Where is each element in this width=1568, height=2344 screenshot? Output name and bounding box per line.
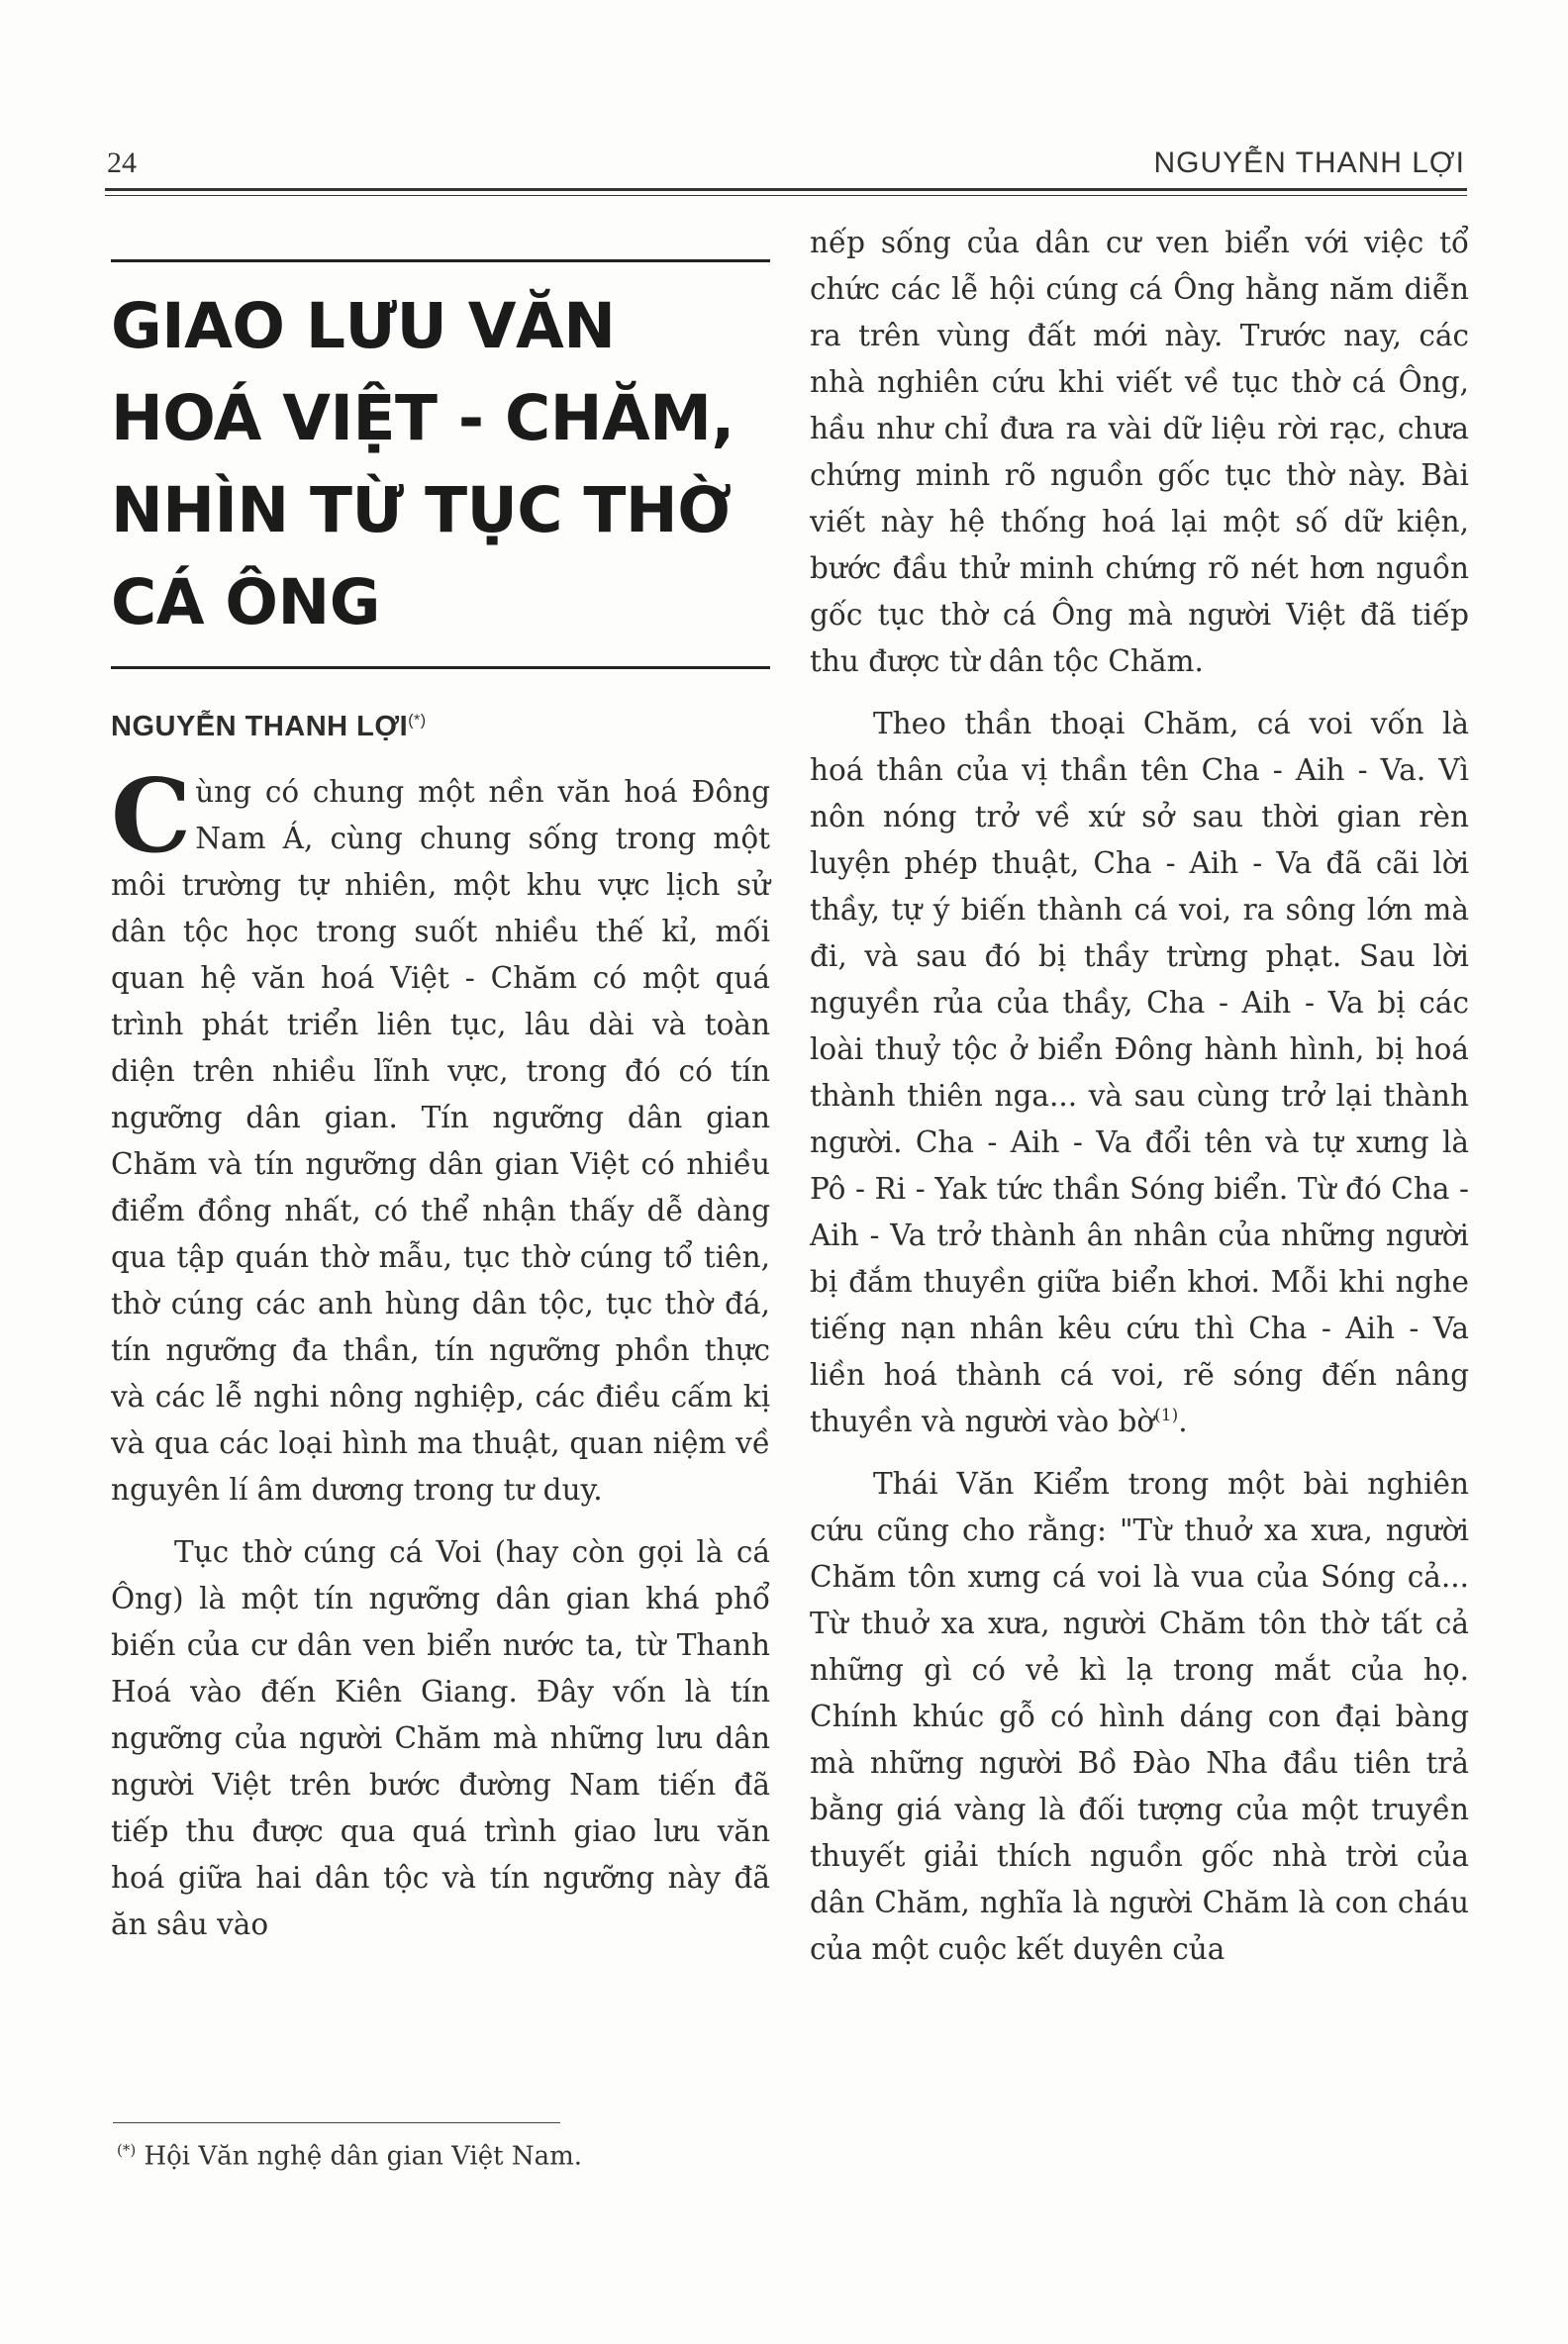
footnote	[117, 2141, 582, 2172]
page-number: 24	[107, 146, 137, 179]
running-header-author: NGUYỄN THANH LỢI	[1153, 146, 1465, 179]
left-body	[111, 757, 770, 1948]
title-line: CÁ ÔNG	[111, 566, 380, 638]
left-column	[111, 259, 770, 1948]
right-column	[810, 220, 1469, 1973]
title-bottom-rule	[111, 666, 770, 669]
byline-footnote-mark: (*)	[408, 712, 427, 730]
byline-author: NGUYỄN THANH LỢI	[111, 711, 409, 742]
paragraph	[810, 701, 1469, 1445]
title-line: GIAO LƯU VĂN	[111, 290, 616, 362]
paragraph: nếp sống của dân cư ven biển với việc tổ chức các lễ hội cúng cá Ông hằng năm diễn ra trên vùng đất mới này. Trước nay, các nhà nghiên cứu khi viết về tục thờ cá Ông, hầu như chỉ đưa ra vài dữ liệu rời rạc, chưa chứng minh rõ nguồn gốc tục thờ này. Bài viết này hệ thống hoá lại một số dữ kiện, bước đầu thử minh chứng rõ nét hơn nguồn gốc tục thờ cá Ông mà người Việt đã tiếp thu được từ dân tộc Chăm.	[810, 226, 1469, 678]
reference-mark: (1)	[1154, 1406, 1179, 1426]
paragraph-text: ùng có chung một nền văn hoá Đông Nam Á, cùng chung sống trong một môi trường tự nhiên, một khu vực lịch sử dân tộc học trong suốt nhiều thế kỉ, mối quan hệ văn hoá Việt - Chăm có một quá trình phát triển liên tục, lâu dài và toàn diện trên nhiều lĩnh vực, trong đó có tín ngưỡng dân gian. Tín ngưỡng dân gian Chăm và tín ngưỡng dân gian Việt có nhiều điểm đồng nhất, có thể nhận thấy dễ dàng qua tập quán thờ mẫu, tục thờ cúng tổ tiên, thờ cúng các anh hùng dân tộc, tục thờ đá, tín ngưỡng đa thần, tín ngưỡng phồn thực và các lễ nghi nông nghiệp, các điều cấm kị và qua các loại hình ma thuật, quan niệm về nguyên lí âm dương trong tư duy.	[111, 775, 770, 1507]
right-body	[810, 220, 1469, 1973]
article-title	[111, 280, 770, 648]
footnote-text: Hội Văn nghệ dân gian Việt Nam.	[144, 2141, 582, 2172]
drop-cap: C	[111, 757, 192, 876]
title-line: HOÁ VIỆT - CHĂM,	[111, 382, 735, 454]
header-rule	[105, 188, 1467, 191]
paragraph	[111, 757, 770, 1514]
paragraph: Thái Văn Kiểm trong một bài nghiên cứu cũng cho rằng: "Từ thuở xa xưa, người Chăm tôn xưng cá voi là vua của Sóng cả... Từ thuở xa xưa, người Chăm tôn thờ tất cả những gì có vẻ kì lạ trong mắt của họ. Chính khúc gỗ có hình dáng con đại bàng mà những người Bồ Đào Nha đầu tiên trả bằng giá vàng là đối tượng của một truyền thuyết giải thích nguồn gốc nhà trời của dân Chăm, nghĩa là người Chăm là con cháu của một cuộc kết duyên của	[810, 1467, 1469, 1966]
footnote-rule	[113, 2122, 560, 2123]
footnote-mark: (*)	[117, 2141, 137, 2159]
paragraph: Tục thờ cúng cá Voi (hay còn gọi là cá Ông) là một tín ngưỡng dân gian khá phổ biến của cư dân ven biển nước ta, từ Thanh Hoá vào đến Kiên Giang. Đây vốn là tín ngưỡng của người Chăm mà những lưu dân người Việt trên bước đường Nam tiến đã tiếp thu được qua quá trình giao lưu văn hoá giữa hai dân tộc và tín ngưỡng này đã ăn sâu vào	[111, 1535, 770, 1941]
byline	[111, 711, 770, 743]
paragraph-text: Theo thần thoại Chăm, cá voi vốn là hoá thân của vị thần tên Cha - Aih - Va. Vì nôn nóng trở về xứ sở sau thời gian rèn luyện phép thuật, Cha - Aih - Va đã cãi lời thầy, tự ý biến thành cá voi, ra sông lớn mà đi, và sau đó bị thầy trừng phạt. Sau lời nguyền rủa của thầy, Cha - Aih - Va bị các loài thuỷ tộc ở biển Đông hành hình, bị hoá thành thiên nga... và sau cùng trở lại thành người. Cha - Aih - Va đổi tên và tự xưng là Pô - Ri - Yak tức thần Sóng biển. Từ đó Cha - Aih - Va trở thành ân nhân của những người bị đắm thuyền giữa biển khơi. Mỗi khi nghe tiếng nạn nhân kêu cứu thì Cha - Aih - Va liền hoá thành cá voi, rẽ sóng đến nâng thuyền và người vào bờ	[810, 707, 1469, 1438]
title-top-rule	[111, 259, 770, 262]
title-line: NHÌN TỪ TỤC THỜ	[111, 474, 732, 546]
paragraph-end: .	[1178, 1405, 1188, 1438]
header-rule-thin	[105, 195, 1467, 196]
